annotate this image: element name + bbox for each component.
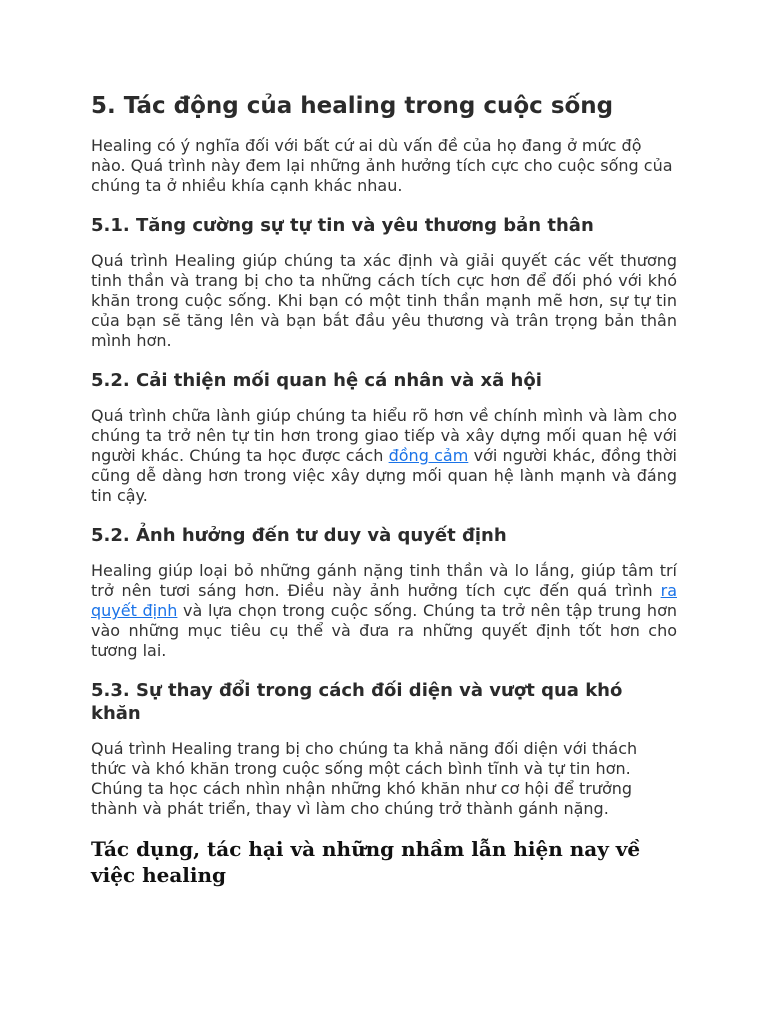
page-title: 5. Tác động của healing trong cuộc sống [91,93,614,119]
section-paragraph-5-2-thinking [91,561,677,662]
section-paragraph-5-2-relationships [91,406,677,507]
section-heading-5-2-relationships: 5.2. Cải thiện mối quan hệ cá nhân và xã hội [91,369,542,391]
paragraph-text: và lựa chọn trong cuộc sống. Chúng ta trở nên tập trung hơn vào những mục tiêu cụ thể và đưa ra những quyết định tốt hơn cho tương lai. [91,601,677,661]
empathy-link[interactable]: đồng cảm [388,446,469,466]
paragraph-text: Healing giúp loại bỏ những gánh nặng tinh thần và lo lắng, giúp tâm trí trở nên tươi sáng hơn. Điều này ảnh hưởng tích cực đến quá trình [91,560,677,600]
paragraph-text: Quá trình chữa lành giúp chúng ta hiểu rõ hơn về chính mình và làm cho chúng ta trở nên tự tin hơn trong giao tiếp và xây dựng mối quan hệ với người khác. Chúng ta học được cách [91,405,677,466]
section-paragraph-5-1: Quá trình Healing giúp chúng ta xác định và giải quyết các vết thương tinh thần và trang bị cho ta những cách tích cực hơn để đối phó với khó khăn trong cuộc sống. Khi bạn có một tinh thần mạnh mẽ hơn, sự tự tin của bạn sẽ tăng lên và bạn bắt đầu yêu thương và trân trọng bản thân mình hơn. [91,250,677,351]
next-section-heading: Tác dụng, tác hại và những nhầm lẫn hiện nay về việc healing [91,837,641,888]
section-heading-5-3: 5.3. Sự thay đổi trong cách đối diện và vượt qua khó khăn [91,679,623,724]
section-paragraph-5-3: Quá trình Healing trang bị cho chúng ta khả năng đối diện với thách thức và khó khăn trong cuộc sống một cách bình tĩnh và tự tin hơn. Chúng ta học cách nhìn nhận những khó khăn như cơ hội để trưởng thành và phát triển, thay vì làm cho chúng trở thành gánh nặng. [91,738,638,819]
intro-paragraph: Healing có ý nghĩa đối với bất cứ ai dù vấn đề của họ đang ở mức độ nào. Quá trình này đem lại những ảnh hưởng tích cực cho cuộc sống của chúng ta ở nhiều khía cạnh khác nhau. [91,136,673,196]
decision-making-link[interactable]: ra quyết định [91,580,677,621]
paragraph-text: với người khác, đồng thời cũng dễ dàng hơn trong việc xây dựng mối quan hệ lành mạnh và đáng tin cậy. [91,446,678,506]
section-heading-5-1: 5.1. Tăng cường sự tự tin và yêu thương bản thân [91,214,594,236]
document-page [91,90,677,888]
section-heading-5-2-thinking: 5.2. Ảnh hưởng đến tư duy và quyết định [91,524,507,546]
